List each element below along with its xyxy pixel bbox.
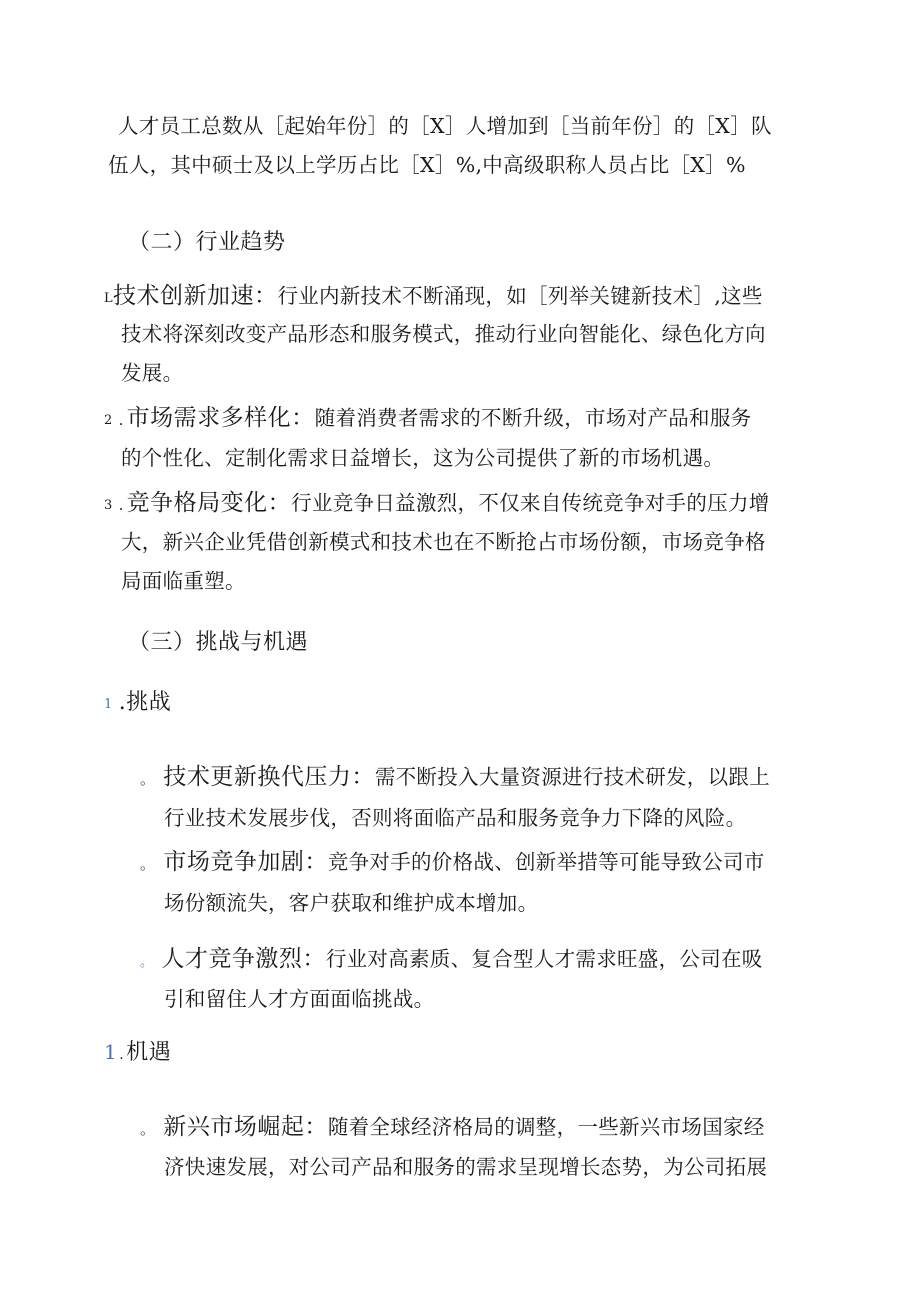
- trend-item-1: [104, 282, 763, 313]
- trend-item-1-line-3: 发展。: [121, 361, 184, 385]
- challenge-item-2-line-2: 场份额流失，客户获取和维护成本增加。: [164, 891, 539, 915]
- opportunity-item-1: [140, 1113, 765, 1143]
- challenge-item-1: [140, 763, 770, 793]
- challenges-heading: 1 .挑战: [104, 688, 171, 720]
- challenge-text: 需不断投入大量资源进行技术研发，以跟上: [374, 765, 771, 789]
- challenge-text: 竞争对手的价格战、创新举措等可能导致公司市: [327, 850, 765, 874]
- bullet-icon: 。: [140, 1120, 156, 1138]
- challenge-item-2: [140, 848, 765, 878]
- challenge-lead: 技术更新换代压力：: [163, 764, 375, 790]
- section-2-heading: （二）行业趋势: [128, 230, 286, 255]
- challenge-item-1-line-2: 行业技术发展步伐，否则将面临产品和服务竞争力下降的风险。: [164, 806, 747, 830]
- trend-item-lead: 技术创新加速：: [112, 283, 278, 309]
- trend-item-3-line-3: 局面临重塑。: [121, 569, 246, 593]
- trend-item-2-line-2: 的个性化、定制化需求日益增长，这为公司提供了新的市场机遇。: [121, 446, 725, 470]
- bullet-icon: 。: [140, 955, 154, 970]
- trend-item-3-line-2: 大，新兴企业凭借创新模式和技术也在不断抢占市场份额，市场竞争格: [121, 530, 766, 554]
- opportunity-lead: 新兴市场崛起：: [163, 1114, 328, 1140]
- challenge-item-3: [140, 945, 763, 977]
- trend-item-text: 行业竞争日益激烈，不仅来自传统竞争对手的压力增: [291, 491, 770, 515]
- challenges-title: 挑战: [126, 690, 172, 715]
- challenge-item-3-line-2: 引和留住人才方面面临挑战。: [164, 987, 435, 1011]
- trend-item-3: 3 . 竞争格局变化：行业竞争日益激烈，不仅来自传统竞争对手的压力增: [104, 489, 770, 520]
- opportunities-title: 机遇: [126, 1040, 172, 1065]
- intro-line-2: 伍人，其中硕士及以上学历占比［X］%,中高级职称人员占比［X］%: [108, 153, 746, 177]
- section-3-heading: （三）挑战与机遇: [128, 630, 309, 655]
- opportunity-item-1-line-2: 济快速发展，对公司产品和服务的需求呈现增长态势，为公司拓展: [164, 1155, 768, 1179]
- bullet-icon: 。: [140, 770, 156, 788]
- bullet-icon: 。: [140, 855, 156, 873]
- list-number: L: [104, 291, 113, 306]
- trend-item-text: 随着消费者需求的不断升级，市场对产品和服务: [314, 406, 752, 430]
- challenge-lead: 市场竞争加剧：: [163, 849, 328, 875]
- list-number: 1: [104, 697, 113, 712]
- challenge-lead: 人才竞争激烈：: [161, 946, 326, 972]
- opportunities-heading: 1 .机遇: [104, 1037, 171, 1070]
- list-number: 1: [104, 1040, 118, 1064]
- trend-item-lead: 市场需求多样化：: [126, 405, 315, 431]
- intro-line-1: 人才员工总数从［起始年份］的［X］人增加到［当前年份］的［X］队: [118, 114, 772, 138]
- list-number: 2: [104, 413, 113, 428]
- trend-item-2: 2 . 市场需求多样化：随着消费者需求的不断升级，市场对产品和服务: [104, 404, 751, 435]
- trend-item-1-line-2: 技术将深刻改变产品形态和服务模式，推动行业向智能化、绿色化方向: [121, 322, 766, 346]
- opportunity-text: 随着全球经济格局的调整，一些新兴市场国家经: [327, 1115, 765, 1139]
- challenge-text: 行业对高素质、复合型人才需求旺盛，公司在吸: [325, 947, 763, 971]
- trend-item-lead: 竞争格局变化：: [126, 490, 292, 516]
- list-number: 3: [104, 498, 113, 513]
- trend-item-text: 行业内新技术不断涌现，如［列举关键新技术］,这些: [277, 284, 763, 308]
